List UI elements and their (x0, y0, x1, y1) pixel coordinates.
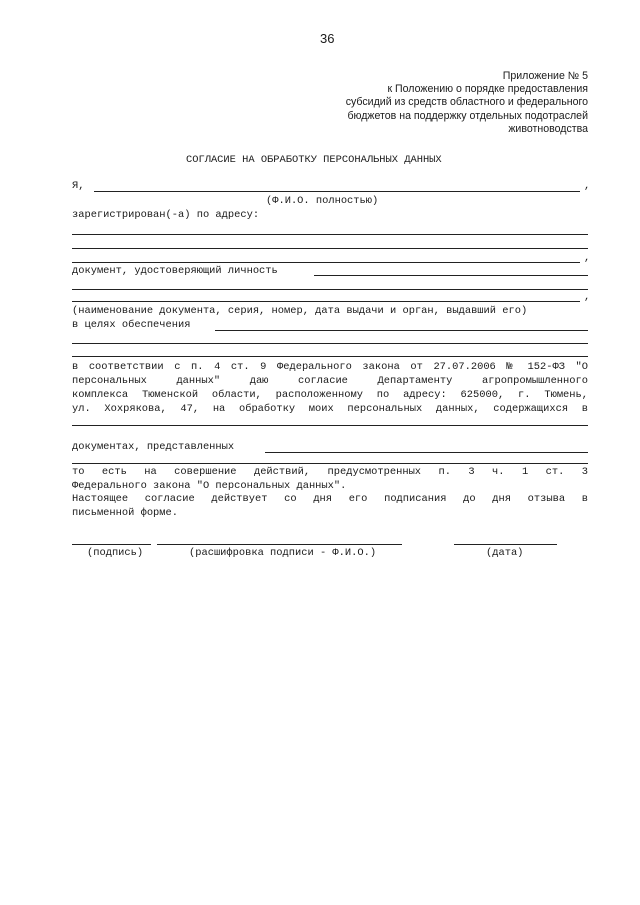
i-label: Я, (72, 180, 85, 192)
date-input-line[interactable] (454, 544, 557, 545)
appendix-line: субсидий из средств областного и федерального (345, 96, 588, 109)
consent-text-line: в соответствии с п. 4 ст. 9 Федерального закона от 27.07.2006 № 152-ФЗ "О (72, 361, 588, 373)
appendix-header (346, 70, 588, 136)
validity-text-line: письменной форме. (72, 507, 179, 519)
address-input-line[interactable] (72, 262, 580, 263)
doc-caption: (наименование документа, серия, номер, дата выдачи и орган, выдавший его) (72, 305, 528, 317)
comma: , (584, 180, 591, 192)
consent-text-line: комплекса Тюменской области, расположенному по адресу: 625000, г. Тюмень, (72, 389, 588, 401)
fio-caption: (Ф.И.О. полностью) (266, 195, 379, 207)
comma: , (584, 291, 591, 303)
fio-input-line[interactable] (94, 191, 580, 192)
doc-label: документ, удостоверяющий личность (72, 265, 278, 277)
page-number: 36 (320, 31, 335, 46)
appendix-line: к Положению о порядке предоставления (387, 83, 588, 96)
signature-caption: (подпись) (87, 547, 144, 559)
appendix-line: бюджетов на поддержку отдельных подотраслей (347, 109, 588, 122)
documents-input-line[interactable] (72, 463, 588, 464)
doc-input-line[interactable] (314, 275, 588, 276)
purpose-input-line[interactable] (215, 330, 588, 331)
signature-input-line[interactable] (72, 544, 151, 545)
actions-text-line: Федерального закона "О персональных данных". (72, 480, 347, 492)
signature-decoding-caption: (расшифровка подписи - Ф.И.О.) (189, 547, 377, 559)
consent-text-line: персональных данных" даю согласие Департаменту агропромышленного (72, 375, 588, 387)
documents-label: документах, представленных (72, 441, 235, 453)
address-input-line[interactable] (72, 234, 588, 235)
purpose-label: в целях обеспечения (72, 319, 191, 331)
purpose-input-line[interactable] (72, 356, 588, 357)
validity-text-line: Настоящее согласие действует со дня его подписания до дня отзыва в (72, 493, 588, 505)
document-title: СОГЛАСИЕ НА ОБРАБОТКУ ПЕРСОНАЛЬНЫХ ДАННЫХ (186, 154, 442, 166)
comma: , (584, 252, 591, 264)
documents-input-line[interactable] (72, 425, 588, 426)
doc-input-line[interactable] (72, 289, 588, 290)
appendix-title: Приложение № 5 (502, 70, 588, 82)
signature-decoding-input-line[interactable] (157, 544, 402, 545)
date-caption: (дата) (486, 547, 524, 559)
doc-input-line[interactable] (72, 301, 580, 302)
consent-text-line: ул. Хохрякова, 47, на обработку моих персональных данных, содержащихся в (72, 403, 588, 415)
purpose-input-line[interactable] (72, 343, 588, 344)
actions-text-line: то есть на совершение действий, предусмотренных п. 3 ч. 1 ст. 3 (72, 466, 588, 478)
address-input-line[interactable] (72, 248, 588, 249)
registered-label: зарегистрирован(-а) по адресу: (72, 209, 260, 221)
appendix-line: животноводства (508, 122, 588, 135)
documents-input-line[interactable] (265, 452, 588, 453)
